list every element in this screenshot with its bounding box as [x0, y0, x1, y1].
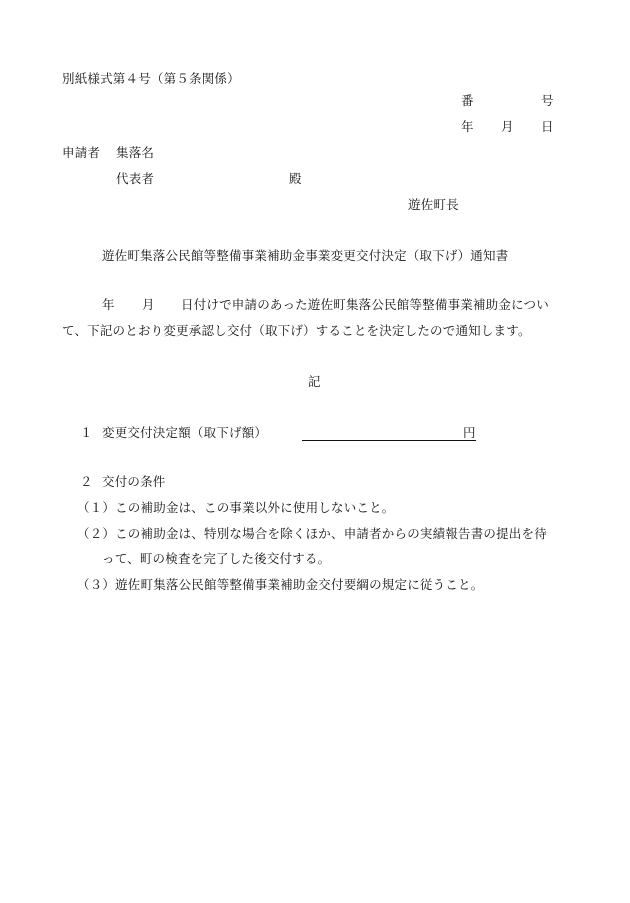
body-line-1: 日付けで申請のあった遊佐町集落公民館等整備事業補助金につい — [181, 297, 549, 312]
date-day: 日 — [541, 119, 554, 134]
body-line-2: て、下記のとおり変更承認し交付（取下げ）することを決定したので通知します。 — [62, 323, 531, 338]
date-year: 年 — [461, 119, 474, 134]
number-suffix: 号 — [541, 93, 554, 108]
amount-underline — [302, 440, 476, 441]
item1-label: 変更交付決定額（取下げ額） — [102, 425, 268, 440]
item1-number: １ — [80, 425, 93, 440]
issuer-name: 遊佐町長 — [408, 197, 459, 212]
condition-2-continued: って、町の検査を完了した後交付する。 — [102, 551, 331, 566]
item2-number: ２ — [80, 474, 93, 489]
item2-label: 交付の条件 — [102, 474, 166, 489]
item1-unit: 円 — [463, 425, 476, 440]
date-month: 月 — [501, 119, 514, 134]
representative-label: 代表者 — [116, 171, 155, 186]
body-year: 年 — [102, 297, 115, 312]
body-month: 月 — [142, 297, 155, 312]
document-title: 遊佐町集落公民館等整備事業補助金事業変更交付決定（取下げ）通知書 — [102, 248, 509, 263]
applicant-label: 申請者 — [62, 145, 101, 160]
form-label: 別紙様式第４号（第５条関係） — [62, 71, 240, 86]
condition-3: （３）遊佐町集落公民館等整備事業補助金交付要綱の規定に従うこと。 — [77, 577, 484, 592]
condition-2: （２）この補助金は、特別な場合を除くほか、申請者からの実績報告書の提出を待 — [77, 526, 547, 541]
ki-heading: 記 — [308, 374, 321, 389]
honorific: 殿 — [289, 171, 302, 186]
number-label: 番 — [461, 93, 474, 108]
village-label: 集落名 — [116, 145, 155, 160]
condition-1: （１）この補助金は、この事業以外に使用しないこと。 — [77, 500, 395, 515]
